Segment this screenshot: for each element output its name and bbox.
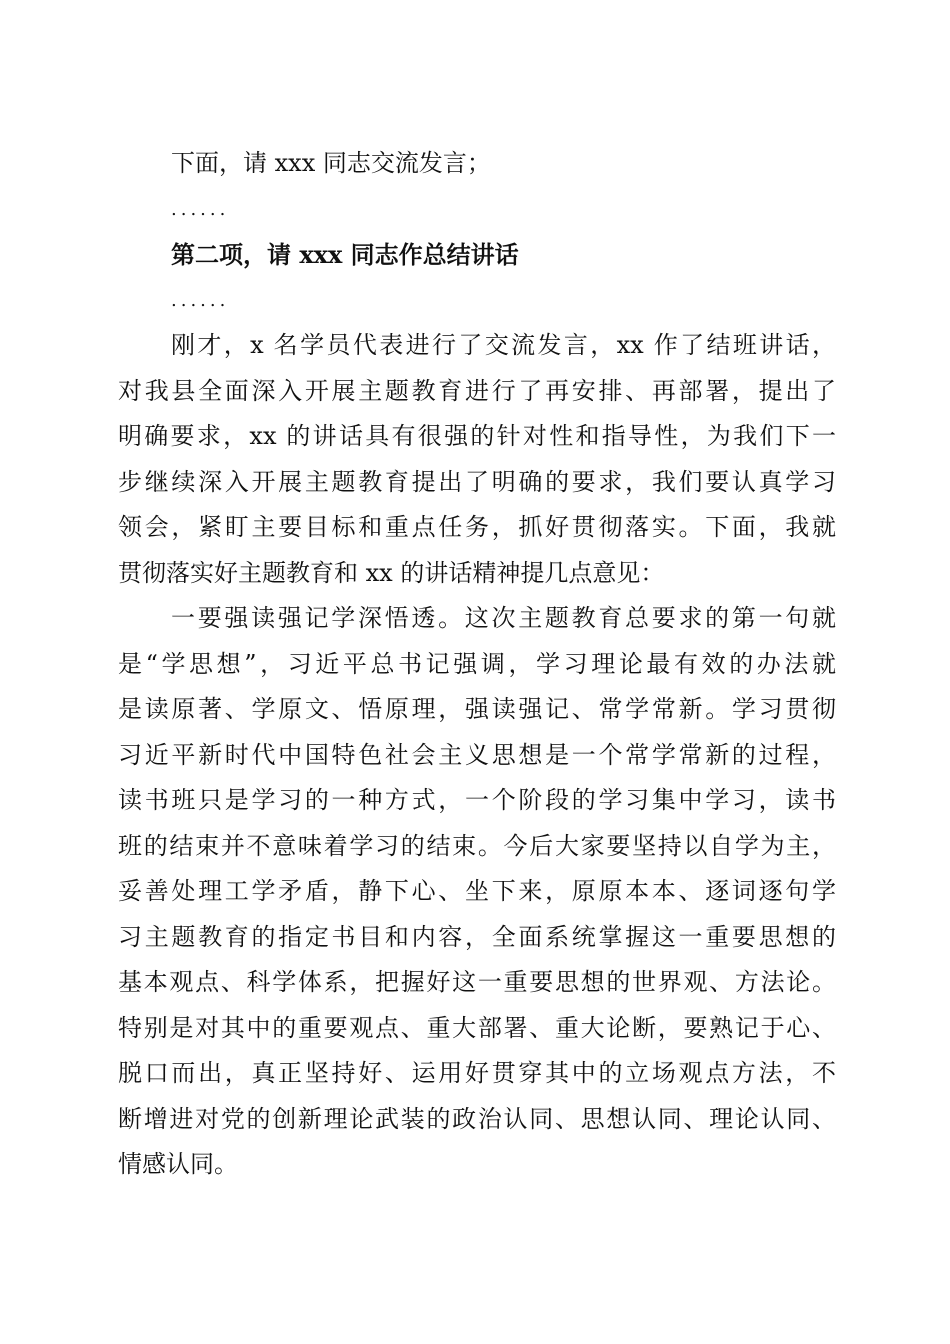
- ellipsis-line: ......: [171, 289, 230, 311]
- paragraph-line: 特别是对其中的重要观点、重大部署、重大论断，要熟记于心、: [118, 1013, 836, 1042]
- speech-line-exchange: 下面，请 xxx 同志交流发言；: [171, 149, 491, 177]
- paragraph-line: 脱口而出，真正坚持好、运用好贯穿其中的立场观点方法，不: [118, 1059, 836, 1087]
- paragraph-line: 是读原著、学原文、悟原理，强读强记、常学常新。学习贯彻: [118, 695, 836, 723]
- paragraph-line: 一要强读强记学深悟透。这次主题教育总要求的第一句就: [171, 604, 836, 632]
- paragraph-line: 习主题教育的指定书目和内容，全面系统掌握这一重要思想的: [118, 922, 836, 951]
- paragraph-line: 妥善处理工学矛盾，静下心、坐下来，原原本本、逐词逐句学: [118, 877, 836, 905]
- paragraph-line: 贯彻落实好主题教育和 xx 的讲话精神提几点意见：: [118, 558, 665, 587]
- paragraph-line: 是“学思想”，习近平总书记强调，学习理论最有效的办法就: [118, 649, 836, 678]
- paragraph-line: 情感认同。: [118, 1150, 238, 1178]
- paragraph-line: 明确要求，xx 的讲话具有很强的针对性和指导性，为我们下一: [118, 422, 836, 450]
- paragraph-line: 刚才，x 名学员代表进行了交流发言，xx 作了结班讲话，: [171, 331, 836, 359]
- paragraph-line: 领会，紧盯主要目标和重点任务，抓好贯彻落实。下面，我就: [118, 513, 836, 541]
- agenda-item-heading: 第二项，请 xxx 同志作总结讲话: [171, 240, 519, 269]
- paragraph-line: 班的结束并不意味着学习的结束。今后大家要坚持以自学为主，: [118, 831, 836, 860]
- document-body: [118, 141, 836, 1188]
- paragraph-line: 习近平新时代中国特色社会主义思想是一个常学常新的过程，: [118, 740, 836, 769]
- paragraph-line: 基本观点、科学体系，把握好这一重要思想的世界观、方法论。: [118, 968, 836, 996]
- paragraph-line: 断增进对党的创新理论武装的政治认同、思想认同、理论认同、: [118, 1104, 836, 1133]
- paragraph-line: 读书班只是学习的一种方式，一个阶段的学习集中学习，读书: [118, 786, 836, 814]
- paragraph-line: 对我县全面深入开展主题教育进行了再安排、再部署，提出了: [118, 376, 836, 405]
- paragraph-line: 步继续深入开展主题教育提出了明确的要求，我们要认真学习: [118, 467, 836, 496]
- ellipsis-line: ......: [171, 198, 230, 220]
